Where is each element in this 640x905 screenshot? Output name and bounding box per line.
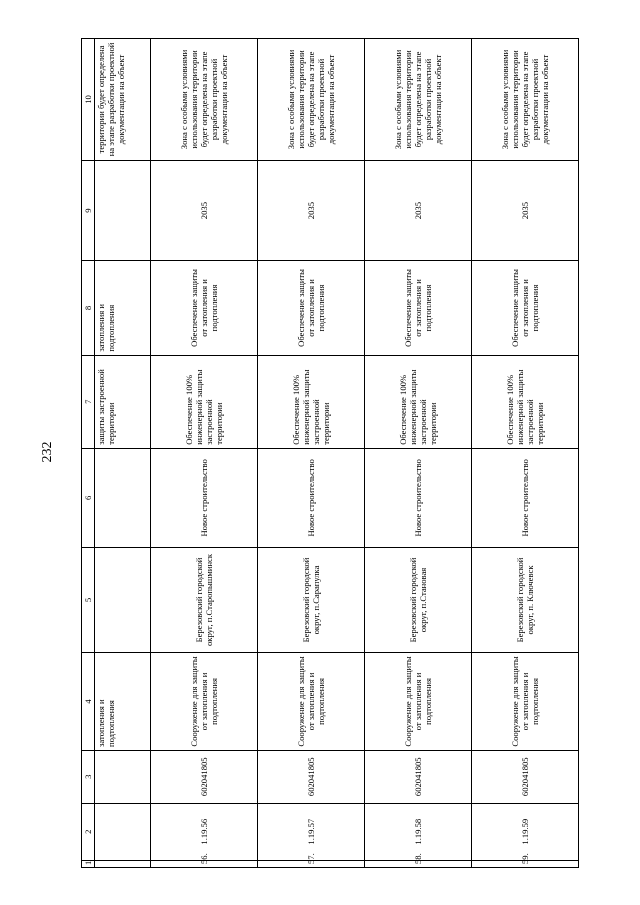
row-code: 1.19.57 bbox=[258, 803, 365, 860]
row-class-code: 602041805 bbox=[151, 750, 258, 803]
row-class-code: 602041805 bbox=[258, 750, 365, 803]
row-object-name: Сооружение для защиты от затопления и подтопления bbox=[365, 653, 472, 751]
table-cell: затопления и подтопления bbox=[95, 653, 151, 751]
table-row bbox=[258, 39, 365, 868]
table-row bbox=[365, 39, 472, 868]
header-cell: 5 bbox=[82, 547, 95, 652]
row-type: Новое строительство bbox=[472, 448, 579, 547]
row-class-code: 602041805 bbox=[472, 750, 579, 803]
row-location: Березовский городской округ, п. Ключевск bbox=[472, 547, 579, 652]
header-cell: 8 bbox=[82, 261, 95, 355]
row-year: 2035 bbox=[365, 160, 472, 260]
row-type: Новое строительство bbox=[365, 448, 472, 547]
rotated-table-container bbox=[81, 38, 565, 868]
header-cell: 2 bbox=[82, 803, 95, 860]
row-year: 2035 bbox=[472, 160, 579, 260]
row-purpose: Обеспечение 100% инженерной защиты застроенной территории bbox=[472, 355, 579, 448]
header-cell: 1 bbox=[82, 860, 95, 867]
row-code: 1.19.56 bbox=[151, 803, 258, 860]
row-zone: Зона с особыми условиями использования территории будет определена на этапе разработки проектной документации на объект bbox=[365, 39, 472, 161]
row-class-code: 602041805 bbox=[365, 750, 472, 803]
row-number: 57. bbox=[258, 860, 365, 867]
row-location: Березовский городской округ, п.Старопышминск bbox=[151, 547, 258, 652]
row-type: Новое строительство bbox=[258, 448, 365, 547]
table-cell: затопления и подтопления bbox=[95, 261, 151, 355]
header-cell: 7 bbox=[82, 355, 95, 448]
row-number: 58. bbox=[365, 860, 472, 867]
header-cell: 4 bbox=[82, 653, 95, 751]
row-location: Березовский городской округ, п.Сарапулка bbox=[258, 547, 365, 652]
objects-table bbox=[81, 38, 579, 868]
row-type: Новое строительство bbox=[151, 448, 258, 547]
header-row bbox=[82, 39, 95, 868]
row-zone: Зона с особыми условиями использования территории будет определена на этапе разработки проектной документации на объект bbox=[258, 39, 365, 161]
table-cell: защиты застроенной территории bbox=[95, 355, 151, 448]
header-cell: 9 bbox=[82, 160, 95, 260]
continuation-row bbox=[95, 39, 151, 868]
row-effect: Обеспечение защиты от затопления и подтопления bbox=[472, 261, 579, 355]
header-cell: 6 bbox=[82, 448, 95, 547]
row-object-name: Сооружение для защиты от затопления и подтопления bbox=[258, 653, 365, 751]
table-cell bbox=[95, 160, 151, 260]
row-zone: Зона с особыми условиями использования территории будет определена на этапе разработки проектной документации на объект bbox=[151, 39, 258, 161]
row-effect: Обеспечение защиты от затопления и подтопления bbox=[365, 261, 472, 355]
table-cell: территории будет определена на этапе разработки проектной документации на объект bbox=[95, 39, 151, 161]
row-number: 59. bbox=[472, 860, 579, 867]
table-row bbox=[472, 39, 579, 868]
table-cell bbox=[95, 750, 151, 803]
row-zone: Зона с особыми условиями использования территории будет определена на этапе разработки проектной документации на объект bbox=[472, 39, 579, 161]
table-cell bbox=[95, 803, 151, 860]
row-object-name: Сооружение для защиты от затопления и подтопления bbox=[472, 653, 579, 751]
row-object-name: Сооружение для защиты от затопления и подтопления bbox=[151, 653, 258, 751]
row-effect: Обеспечение защиты от затопления и подтопления bbox=[151, 261, 258, 355]
table-cell bbox=[95, 860, 151, 867]
row-number: 56. bbox=[151, 860, 258, 867]
row-year: 2035 bbox=[258, 160, 365, 260]
row-code: 1.19.58 bbox=[365, 803, 472, 860]
row-effect: Обеспечение защиты от затопления и подтопления bbox=[258, 261, 365, 355]
row-year: 2035 bbox=[151, 160, 258, 260]
row-purpose: Обеспечение 100% инженерной защиты застроенной территории bbox=[365, 355, 472, 448]
row-purpose: Обеспечение 100% инженерной защиты застроенной территории bbox=[258, 355, 365, 448]
table-row bbox=[151, 39, 258, 868]
table-cell bbox=[95, 448, 151, 547]
table-cell bbox=[95, 547, 151, 652]
row-purpose: Обеспечение 100% инженерной защиты застроенной территории bbox=[151, 355, 258, 448]
header-cell: 10 bbox=[82, 39, 95, 161]
row-code: 1.19.59 bbox=[472, 803, 579, 860]
row-location: Березовский городской округ, п.Становая bbox=[365, 547, 472, 652]
header-cell: 3 bbox=[82, 750, 95, 803]
